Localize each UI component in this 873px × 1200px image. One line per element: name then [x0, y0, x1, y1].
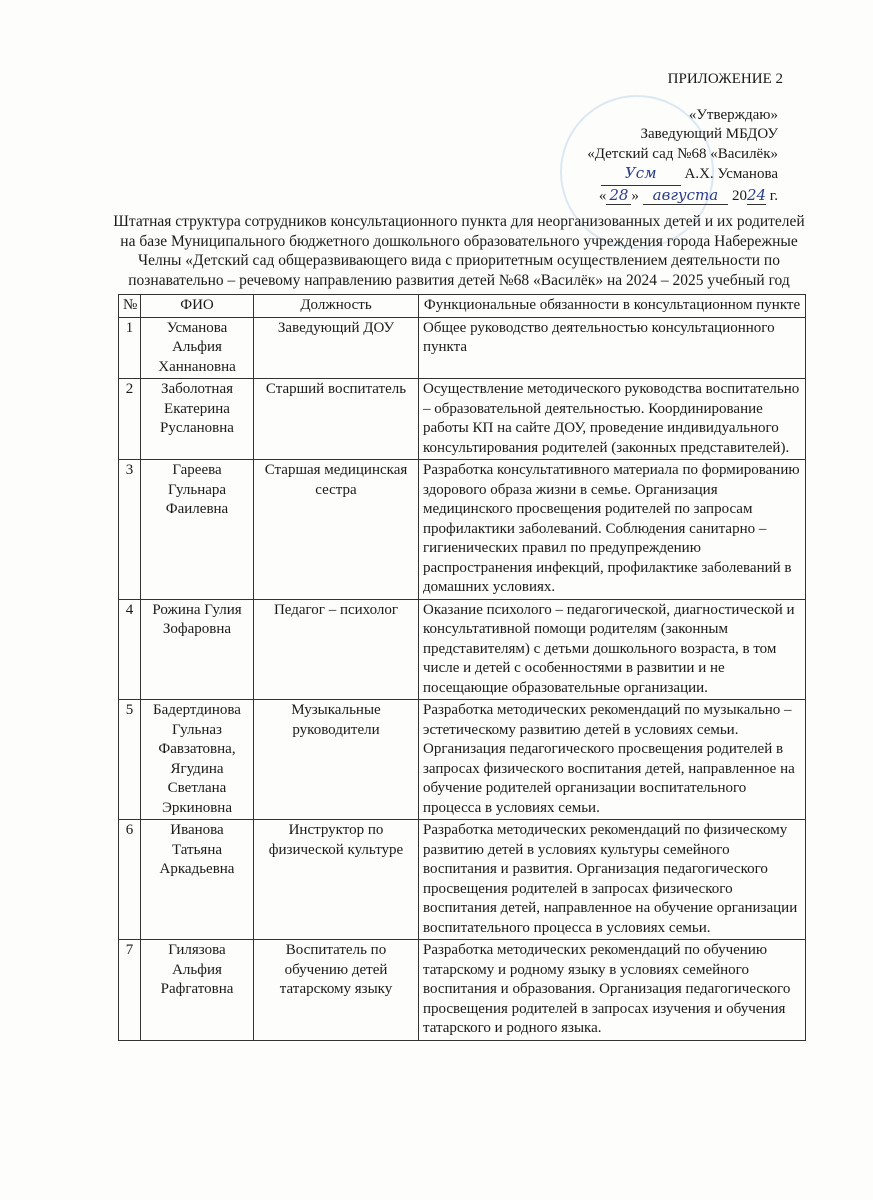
employee-duties: Общее руководство деятельностью консультационного пункта — [419, 317, 806, 379]
date-suffix: г. — [769, 187, 778, 204]
date-year-prefix: 20 — [731, 187, 747, 204]
employee-position: Старшая медицинская сестра — [254, 460, 419, 600]
approval-position: Заведующий МБДОУ — [640, 126, 778, 142]
employee-duties: Разработка методических рекомендаций по обучению татарскому и родному языку в условиях семейного воспитания и образования. Организация педагогического просвещения родителей в запросах изучения и обучения татарского и родного языка. — [419, 940, 806, 1041]
approval-date: « 28 » августа 2024 г. — [598, 185, 778, 204]
approval-signature-line — [112, 164, 778, 186]
header-duties: Функциональные обязанности в консультационном пункте — [419, 295, 806, 318]
table-row — [119, 599, 806, 700]
signature-text: Усм — [624, 164, 657, 182]
employee-duties: Осуществление методического руководства воспитательно – образовательной деятельностью. Координирование работы КП на сайте ДОУ, проведение индивидуального консультирования родителей (законных представителей). — [419, 379, 806, 460]
employee-position: Педагог – психолог — [254, 599, 419, 700]
row-number: 7 — [119, 940, 141, 1041]
row-number: 6 — [119, 820, 141, 940]
table-row — [119, 700, 806, 820]
employee-name: Иванова Татьяна Аркадьевна — [141, 820, 254, 940]
employee-position: Музыкальные руководители — [254, 700, 419, 820]
document-title: Штатная структура сотрудников консультационного пункта для неорганизованных детей и их родителей на базе Муниципального бюджетного дошкольного образовательного учреждения города Набережные Челны «Детский сад общеразвивающего вида с приоритетным осуществлением деятельности по познавательно – речевому направлению развития детей №68 «Василёк» на 2024 – 2025 учебный год — [113, 213, 805, 289]
handwritten-signature — [601, 164, 681, 186]
employee-duties: Оказание психолого – педагогической, диагностической и консультативной помощи родителям (законным представителям) с детьми дошкольного возраста, в том числе и детей с особенностями в развитии и не посещающие образовательные организации. — [419, 599, 806, 700]
employee-name: Рожина Гулия Зофаровна — [141, 599, 254, 700]
row-number: 4 — [119, 599, 141, 700]
employee-name: Гареева Гульнара Фаилевна — [141, 460, 254, 600]
approval-line: «Утверждаю» — [688, 106, 778, 123]
employee-duties: Разработка методических рекомендаций по музыкально – эстетическому развитию детей в условиях семьи. Организация педагогического просвещения родителей в запросах физического воспитания детей, направленное на обучение родителей организации воспитательного процесса в условиях семьи. — [419, 700, 806, 820]
table-row — [119, 940, 806, 1041]
table-row — [119, 460, 806, 600]
date-month: августа — [643, 186, 729, 205]
staff-table — [118, 294, 806, 1041]
approval-organization: «Детский сад №68 «Василёк» — [587, 145, 778, 162]
approver-name: А.Х. Усманова — [684, 166, 778, 182]
table-row — [119, 379, 806, 460]
header-number: № — [119, 295, 141, 318]
row-number: 2 — [119, 379, 141, 460]
employee-position: Воспитатель по обучению детей татарскому языку — [254, 940, 419, 1041]
date-day: 28 — [606, 186, 631, 205]
employee-position: Старший воспитатель — [254, 379, 419, 460]
table-row — [119, 317, 806, 379]
date-year-suffix: 24 — [746, 185, 767, 204]
employee-duties: Разработка методических рекомендаций по физическому развитию детей в условиях культуры семейного воспитания и развития. Организация педагогического просвещения родителей в запросах физического воспитания детей, направленное на обучение организации воспитательного процесса в условиях семьи. — [419, 820, 806, 940]
table-row — [119, 820, 806, 940]
employee-position: Заведующий ДОУ — [254, 317, 419, 379]
approval-block — [112, 106, 806, 207]
employee-name: Заболотная Екатерина Руслановна — [141, 379, 254, 460]
appendix-label: ПРИЛОЖЕНИЕ 2 — [667, 71, 783, 87]
employee-name: Бадертдинова Гульназ Фавзатовна, Ягудина Светлана Эркиновна — [141, 700, 254, 820]
row-number: 5 — [119, 700, 141, 820]
employee-duties: Разработка консультативного материала по формированию здорового образа жизни в семье. Организация медицинского просвещения родителей по запросам профилактики заболеваний. Соблюдения санитарно – гигиенических правил по предупреждению распространения инфекций, профилактике заболеваний в домашних условиях. — [419, 460, 806, 600]
employee-name: Гилязова Альфия Рафгатовна — [141, 940, 254, 1041]
table-header-row — [119, 295, 806, 318]
header-position: Должность — [254, 295, 419, 318]
employee-position: Инструктор по физической культуре — [254, 820, 419, 940]
employee-name: Усманова Альфия Ханнановна — [141, 317, 254, 379]
row-number: 1 — [119, 317, 141, 379]
header-name: ФИО — [141, 295, 254, 318]
row-number: 3 — [119, 460, 141, 600]
